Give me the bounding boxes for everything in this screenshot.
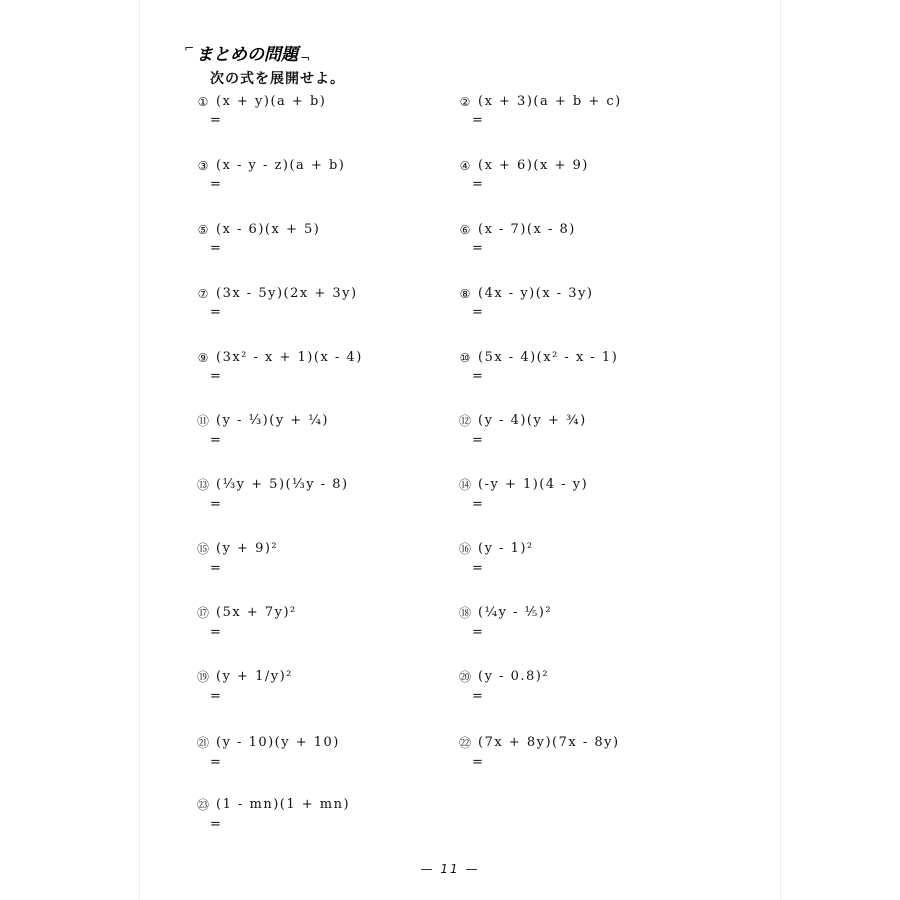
answer-equals: = <box>210 369 221 384</box>
problem-7 <box>196 286 496 320</box>
answer-equals: = <box>210 817 221 832</box>
problem-expression: (x + y)(a + b) <box>216 94 327 109</box>
problem-number: ⑳ <box>458 670 471 684</box>
problem-expression: (1 - mn)(1 + mn) <box>216 797 351 812</box>
problem-expression: (5x - 4)(x² - x - 1) <box>478 350 619 365</box>
instruction-text: 次の式を展開せよ。 <box>210 71 345 87</box>
problem-14 <box>458 476 758 512</box>
problem-number: ⑧ <box>459 286 471 301</box>
problem-17 <box>196 604 496 640</box>
answer-equals: = <box>210 689 221 704</box>
problem-number: ⑤ <box>197 222 209 237</box>
problem-expression: (y - 0.8)² <box>478 669 550 684</box>
answer-equals: = <box>210 561 221 576</box>
answer-equals: = <box>210 497 221 512</box>
problem-4 <box>458 158 758 192</box>
problem-number: ⑰ <box>196 606 209 620</box>
problem-15 <box>196 540 496 576</box>
answer-equals: = <box>472 561 483 576</box>
answer-equals: = <box>472 755 483 770</box>
problem-expression: (x + 6)(x + 9) <box>478 158 589 173</box>
answer-equals: = <box>210 625 221 640</box>
problem-expression: (y - ⅓)(y + ¼) <box>216 413 329 428</box>
problem-22 <box>458 734 758 770</box>
problem-number: ⑭ <box>458 478 471 492</box>
problem-expression: (⅓y + 5)(⅓y - 8) <box>216 477 349 492</box>
problem-expression: (x + 3)(a + b + c) <box>478 94 622 109</box>
answer-equals: = <box>210 241 221 256</box>
problem-5 <box>196 222 496 256</box>
problem-number: ⑩ <box>459 350 471 365</box>
problem-expression: (y + 9)² <box>216 541 279 556</box>
problem-number: ⑥ <box>459 222 471 237</box>
problem-19 <box>196 668 496 704</box>
problem-number: ⑮ <box>196 542 209 556</box>
problem-6 <box>458 222 758 256</box>
problem-number: ③ <box>197 158 209 173</box>
page-number: — 11 — <box>420 862 480 876</box>
problem-8 <box>458 286 758 320</box>
answer-equals: = <box>472 497 483 512</box>
problem-expression: (y + 1/y)² <box>216 669 293 684</box>
problem-expression: (y - 1)² <box>478 541 534 556</box>
answer-equals: = <box>210 177 221 192</box>
problem-expression: (y - 4)(y + ¾) <box>478 413 587 428</box>
problem-number: ⑲ <box>196 670 209 684</box>
title-bracket-open: ⌐ <box>184 41 195 55</box>
problem-number: ⑬ <box>196 478 209 492</box>
problem-expression: (3x - 5y)(2x + 3y) <box>216 286 358 301</box>
problem-number: ⑨ <box>197 350 209 365</box>
problem-16 <box>458 540 758 576</box>
answer-equals: = <box>472 113 483 128</box>
problem-expression: (4x - y)(x - 3y) <box>478 286 594 301</box>
problem-number: ⑯ <box>458 542 471 556</box>
page-title: まとめの問題 <box>196 45 299 65</box>
problem-expression: (x - 7)(x - 8) <box>478 222 576 237</box>
answer-equals: = <box>472 369 483 384</box>
title-bracket-close: ¬ <box>300 51 311 65</box>
problem-expression: (-y + 1)(4 - y) <box>478 477 589 492</box>
answer-equals: = <box>472 625 483 640</box>
problem-expression: (x - y - z)(a + b) <box>216 158 346 173</box>
problem-3 <box>196 158 496 192</box>
problem-23 <box>196 796 496 832</box>
problem-9 <box>196 350 496 384</box>
problem-number: ㉒ <box>458 736 471 750</box>
answer-equals: = <box>210 755 221 770</box>
problem-1 <box>196 94 496 128</box>
problem-expression: (3x² - x + 1)(x - 4) <box>216 350 363 365</box>
problem-2 <box>458 94 758 128</box>
problem-18 <box>458 604 758 640</box>
answer-equals: = <box>472 305 483 320</box>
answer-equals: = <box>210 305 221 320</box>
problem-number: ⑫ <box>458 414 471 428</box>
problem-number: ④ <box>459 158 471 173</box>
answer-equals: = <box>210 113 221 128</box>
answer-equals: = <box>472 689 483 704</box>
problem-expression: (x - 6)(x + 5) <box>216 222 321 237</box>
problem-number: ⑦ <box>197 286 209 301</box>
answer-equals: = <box>472 177 483 192</box>
problem-expression: (5x + 7y)² <box>216 605 297 620</box>
problem-number: ⑪ <box>196 414 209 428</box>
answer-equals: = <box>472 241 483 256</box>
problem-21 <box>196 734 496 770</box>
problem-number: ⑱ <box>458 606 471 620</box>
problem-number: ① <box>197 94 209 109</box>
problem-13 <box>196 476 496 512</box>
problem-number: ㉑ <box>196 736 209 750</box>
section-title <box>184 40 310 65</box>
answer-equals: = <box>472 433 483 448</box>
problem-number: ㉓ <box>196 798 209 812</box>
problem-expression: (y - 10)(y + 10) <box>216 735 340 750</box>
problem-20 <box>458 668 758 704</box>
answer-equals: = <box>210 433 221 448</box>
problem-number: ② <box>459 94 471 109</box>
problem-expression: (¼y - ⅕)² <box>478 605 553 620</box>
problem-expression: (7x + 8y)(7x - 8y) <box>478 735 620 750</box>
problem-10 <box>458 350 758 384</box>
problem-11 <box>196 412 496 448</box>
problem-12 <box>458 412 758 448</box>
